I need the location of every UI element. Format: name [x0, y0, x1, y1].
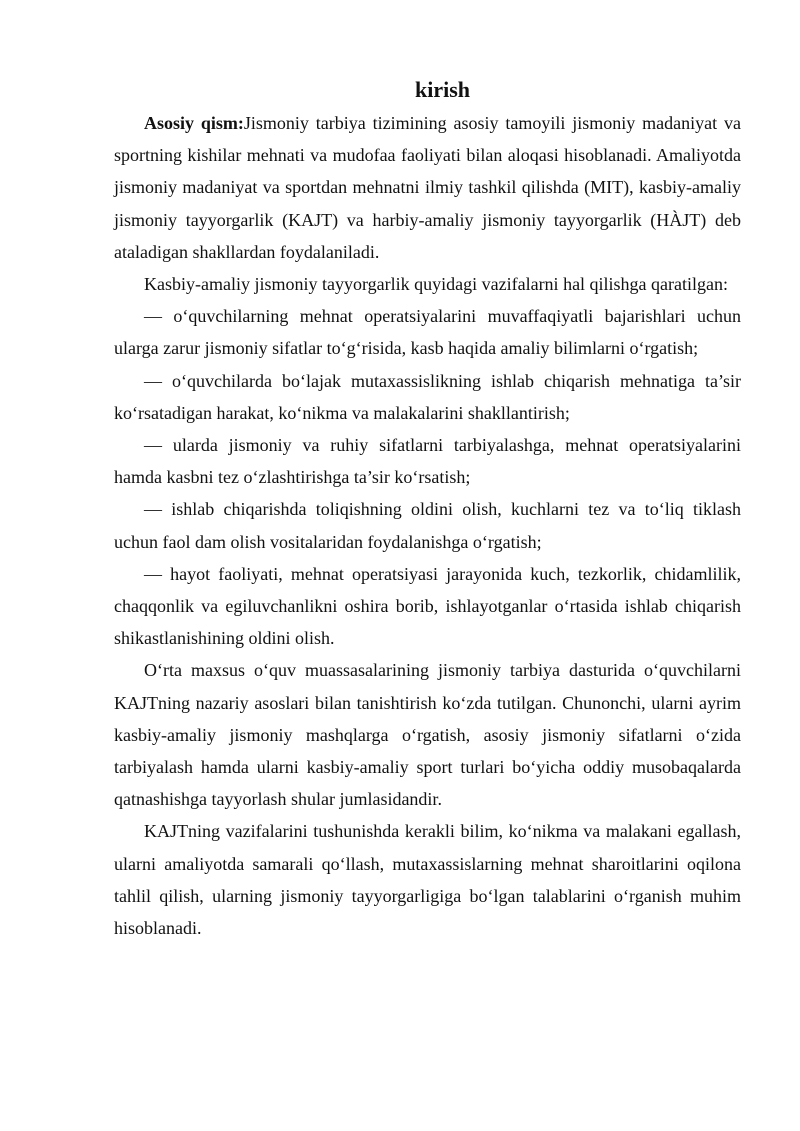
paragraph-intro	[114, 107, 741, 268]
list-item	[114, 365, 741, 429]
paragraph-tasks-intro	[114, 268, 741, 300]
paragraph-text: KAJTning vazifalarini tushunishda kerakli bilim, ko‘nikma va malakani egallash, ularni amaliyotda samarali qo‘llash, mutaxassislarning mehnat sharoitlarini oqilona tahlil qilish, ularning jismoniy tayyorgarligiga bo‘lgan talablarini o‘rganish muhim hisoblanadi.	[114, 821, 741, 939]
paragraph-text: O‘rta maxsus o‘quv muassasalarining jismoniy tarbiya dasturida o‘quvchilarni KAJTning nazariy asoslari bilan tanishtirish ko‘zda tutilgan. Chunonchi, ularni ayrim kasbiy-amaliy jismoniy mashqlarga o‘rgatish, asosiy jismoniy sifatlarni o‘zida tarbiyalash hamda ularni kasbiy-amaliy sport turlari bo‘yicha oddiy musobaqalarda qatnashishga tayyorlash shular jumlasidandir.	[114, 660, 741, 810]
list-item	[114, 429, 741, 493]
page-title: kirish	[414, 77, 471, 102]
paragraph-text: — hayot faoliyati, mehnat operatsiyasi jarayonida kuch, tezkorlik, chidamlilik, chaqqonlik va egiluvchanlikni oshira borib, ishlayotganlar o‘rtasida ishlab chiqarish shikastlanishining oldini olish.	[114, 563, 741, 649]
paragraph-text: Jismoniy tarbiya tizimining asosiy tamoyili jismoniy madaniyat va sportning kishilar mehnati va mudofaa faoliyati bilan aloqasi hisoblanadi. Amaliyotda jismoniy madaniyat va sportdan mehnatni ilmiy tashkil qilishda (MIT), kasbiy-amaliy jismoniy tayyorgarlik (KAJT) va harbiy-amaliy jismoniy tayyorgarlik (HÀJT) deb ataladigan shakllardan foydalaniladi.	[114, 113, 742, 262]
paragraph-text: — ishlab chiqarishda toliqishning oldini olish, kuchlarni tez va to‘liq tiklash uchun faol dam olish vositalaridan foydalanishga o‘rgatish;	[114, 499, 741, 552]
paragraph-text: Kasbiy-amaliy jismoniy tayyorgarlik quyidagi vazifalarni hal qilishga qaratilgan:	[144, 274, 729, 295]
paragraph-lead: Asosiy qism:	[144, 113, 244, 133]
paragraph-curriculum	[114, 654, 741, 815]
paragraph-text: — o‘quvchilarda bo‘lajak mutaxassislikning ishlab chiqarish mehnatiga ta’sir ko‘rsatadigan harakat, ko‘nikma va malakalarini shakllantirish;	[114, 370, 741, 423]
document-page	[114, 74, 741, 944]
list-item	[114, 300, 741, 364]
paragraph-conclusion	[114, 815, 741, 944]
paragraph-text: — ularda jismoniy va ruhiy sifatlarni tarbiyalashga, mehnat operatsiyalarini hamda kasbni tez o‘zlashtirishga ta’sir ko‘rsatish;	[114, 435, 741, 488]
list-item	[114, 558, 741, 655]
paragraph-text: — o‘quvchilarning mehnat operatsiyalarini muvaffaqiyatli bajarishlari uchun ularga zarur jismoniy sifatlar to‘g‘risida, kasb haqida amaliy bilimlarni o‘rgatish;	[114, 306, 741, 359]
list-item	[114, 493, 741, 557]
